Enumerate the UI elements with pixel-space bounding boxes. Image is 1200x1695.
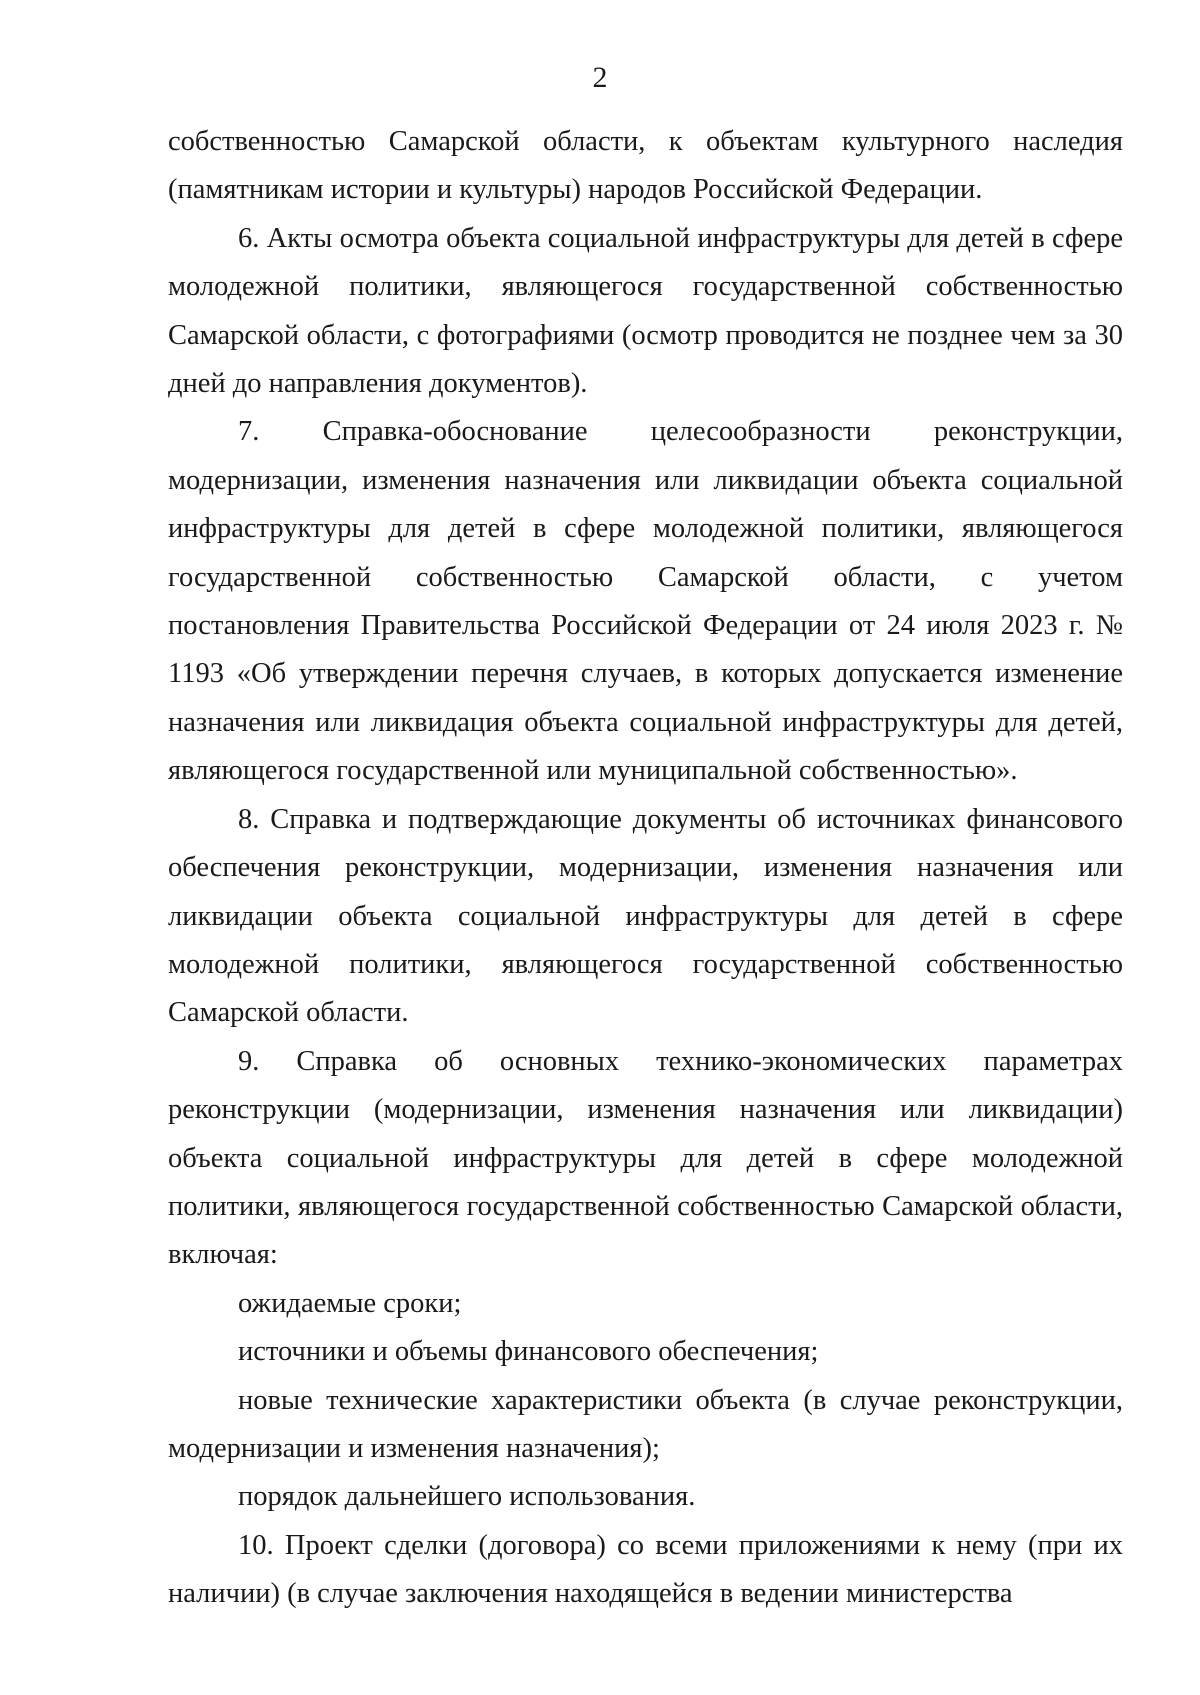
paragraph-item-9: 9. Справка об основных технико-экономических параметрах реконструкции (модернизации, изменения назначения или ликвидации) объекта социальной инфраструктуры для детей в сфере молодежной политики, являющегося государственной собственностью Самарской области, включая:: [168, 1045, 1123, 1271]
list-item-usage: порядок дальнейшего использования.: [238, 1481, 696, 1513]
paragraph-item-10: 10. Проект сделки (договора) со всеми приложениями к нему (при их наличии) (в случае заключения находящейся в ведении министерства: [168, 1529, 1123, 1610]
list-item-funding: источники и объемы финансового обеспечения;: [238, 1336, 819, 1368]
paragraph-item-6: 6. Акты осмотра объекта социальной инфраструктуры для детей в сфере молодежной политики, являющегося государственной собственностью Самарской области, с фотографиями (осмотр проводится не позднее чем за 30 дней до направления документов).: [168, 222, 1123, 400]
paragraph-continuation: собственностью Самарской области, к объектам культурного наследия (памятникам истории и культуры) народов Российской Федерации.: [168, 126, 1123, 206]
page-number: 2: [592, 61, 608, 94]
paragraph-item-8: 8. Справка и подтверждающие документы об источниках финансового обеспечения реконструкции, модернизации, изменения назначения или ликвидации объекта социальной инфраструктуры для детей в сфере молодежной политики, являющегося государственной собственностью Самарской области.: [168, 803, 1123, 1029]
list-item-characteristics: новые технические характеристики объекта (в случае реконструкции, модернизации и изменения назначения);: [168, 1384, 1123, 1464]
paragraph-item-7: 7. Справка-обоснование целесообразности реконструкции, модернизации, изменения назначения или ликвидации объекта социальной инфраструктуры для детей в сфере молодежной политики, являющегося государственной собственностью Самарской области, с учетом постановления Правительства Российской Федерации от 24 июля 2023 г. № 1193 «Об утверждении перечня случаев, в которых допускается изменение назначения или ликвидация объекта социальной инфраструктуры для детей, являющегося государственной или муниципальной собственностью».: [168, 416, 1123, 787]
list-item-deadlines: ожидаемые сроки;: [238, 1287, 462, 1319]
document-body: [168, 118, 1123, 1619]
